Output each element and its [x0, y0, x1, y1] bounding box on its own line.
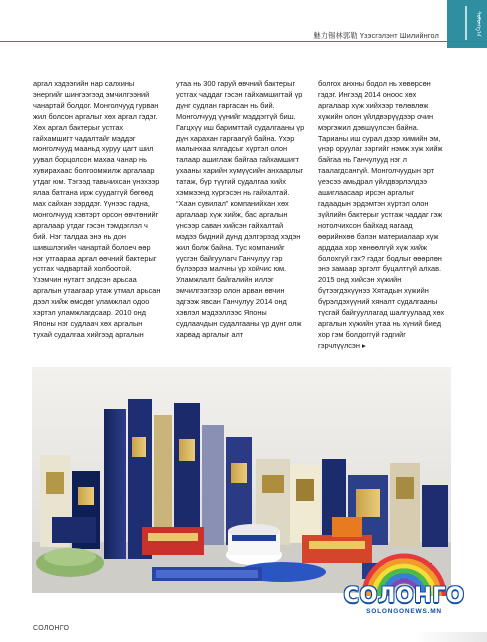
column-1-text: аргал хэдээгийн нар салхины энергийг шингээгээд эмчилгээний чанартай болдог. Монголчууд гурван жил болсон аргалыг хөх аргал гэдэг. Хөх аргал бактерыг устгах гайхамшигт чадалтайг мэддэг монголчууд мааньд хуруу цагт шил уувал борцолсон махаа чанар нь хувирахаас болгоомжилж аргалаар утдаг юм. Тэгээд тавьчихсан үнэхээр ялаа батганa ирж суудаггүй бөгөөд мах сайхан ээрддэг. Үүнээс гадна, монголчууд хэвтэрт орсон өвчтөнийг аргалаар утдаг гэсэн тэмдэглэл ч бий. Нэг талдаа энэ нь дон шившлэгийн чанартай болоеч өөр нэг утгаараа аргал өөчний бактерыг устгах чадвартай холбоотой. Үзэмчин нутагт элдсэн арьсаа аргалын утаагаар утаж утмал арьсан дээл хийж өмсдөг уламжлал одоо хэртэл уламжлагдсаар. 2010 онд Японы нэг судлаач хөх аргалын тухай судалгаа хийгээд аргалын: [33, 79, 161, 339]
footer-bar: [0, 632, 487, 642]
column-3-text: болгох анхны бодол нь хөвөрсөн гэдэг. Ингээд 2014 оноос хөх аргалаар хүж хийхээр төлөвлөж хүжийн олон үйлдвэрүүдээр очин мэргэжил дэвшүүлсэн байна. Тарианы иш сурал дээр химийн эм, үнэр оруулаг зэргийг нэмж хүж хийж байгаа нь Ганчулууд нэг л таалагдсангүй. Монголчуудын эрт үеэсээ амьдрал үйлдвэрлэлдээ ашиглаасаар ирсэн аргалыг гадаадын эрдэмтэн хүртэл олон зүйлийн бактерыг устгаж чаддаг гэж нотолчихсон байхад яагаад өөрийнхөө бэлэн материалаар хүж арддаа хор хөнөөлгүй хүж хийж болохгүй гэх? гэдэг бодлыг өөөрлөн энэ замаар эргэлт буцалтгүй алхав. 2015 онд хийсэн хүжийн бүтээгдэхүүнээ Хятадын хүжийн бүрэлдэхүүний хяналт судалгааны түсгай байгууллагад шалгуулаад хөх аргалын хүжийн утаа нь хүний биед хор гэм болдоггүй гэдгийг гэрчлүүлсэн ▸: [318, 79, 445, 350]
logo-wordmark: СОЛОНГО: [343, 583, 465, 607]
tab-vertical-text: ᠰᠣᠯᠣᠩᠭ᠎ᠠ: [475, 11, 481, 37]
logo-url: SOLONGONEWS.MN: [366, 608, 442, 615]
solongo-logo: [343, 548, 465, 618]
page-header-title: 魅力锡林郭勒 Үзэсгэлэнт Шилийнгол: [313, 31, 439, 40]
article-column-2: [176, 79, 305, 341]
article-column-3: [318, 79, 447, 352]
header-rule: [0, 41, 487, 42]
article-column-1: [33, 79, 162, 341]
column-2-text: утаа нь 300 гаруй өвчний бактерыг устгах чаддаг гэсэн гайхамшигтай үр дүнг судлан гаргасан нь бий. Монголчууд үүнийг мэддэггүй биш. Гагцхүү иш баримттай судалгааны үр дүн харахан гаргаагүй байна. Үхэр малынхаа ялгадсыг хүртэл олон талаар ашиглаж байгаа гайхамшигт ухааны харийн хүмүүсийн анхаарлыг татаж, бүр түүгий судалгаа хийх хэмжээнд хүргэсэн нь гайхалтай. “Хаан сувилал” компанийхан хөх аргалаар хүж хийж, бас аргалын үнсээр саван хийсэн гайхалтай мэдээ бидний дунд дэлгэрээд хэдэн жил болж байна. Тус компанийг үүсгэн байгуулагч Ганчулуу гэр бүлээрээ малчны үр хойчис юм. Уламжлалт байгалийн иллэг эмчилгээгээр олон арван өвчин эдгээж явсан Ганчулуу 2014 онд хэвлэл мэдээллээс Японы судлаачдын судалгааны үр дүнг олж харвад аргалыг алт: [176, 79, 305, 339]
tab-divider: [465, 6, 467, 40]
footer-magazine-name: СОЛОНГО: [33, 625, 70, 632]
